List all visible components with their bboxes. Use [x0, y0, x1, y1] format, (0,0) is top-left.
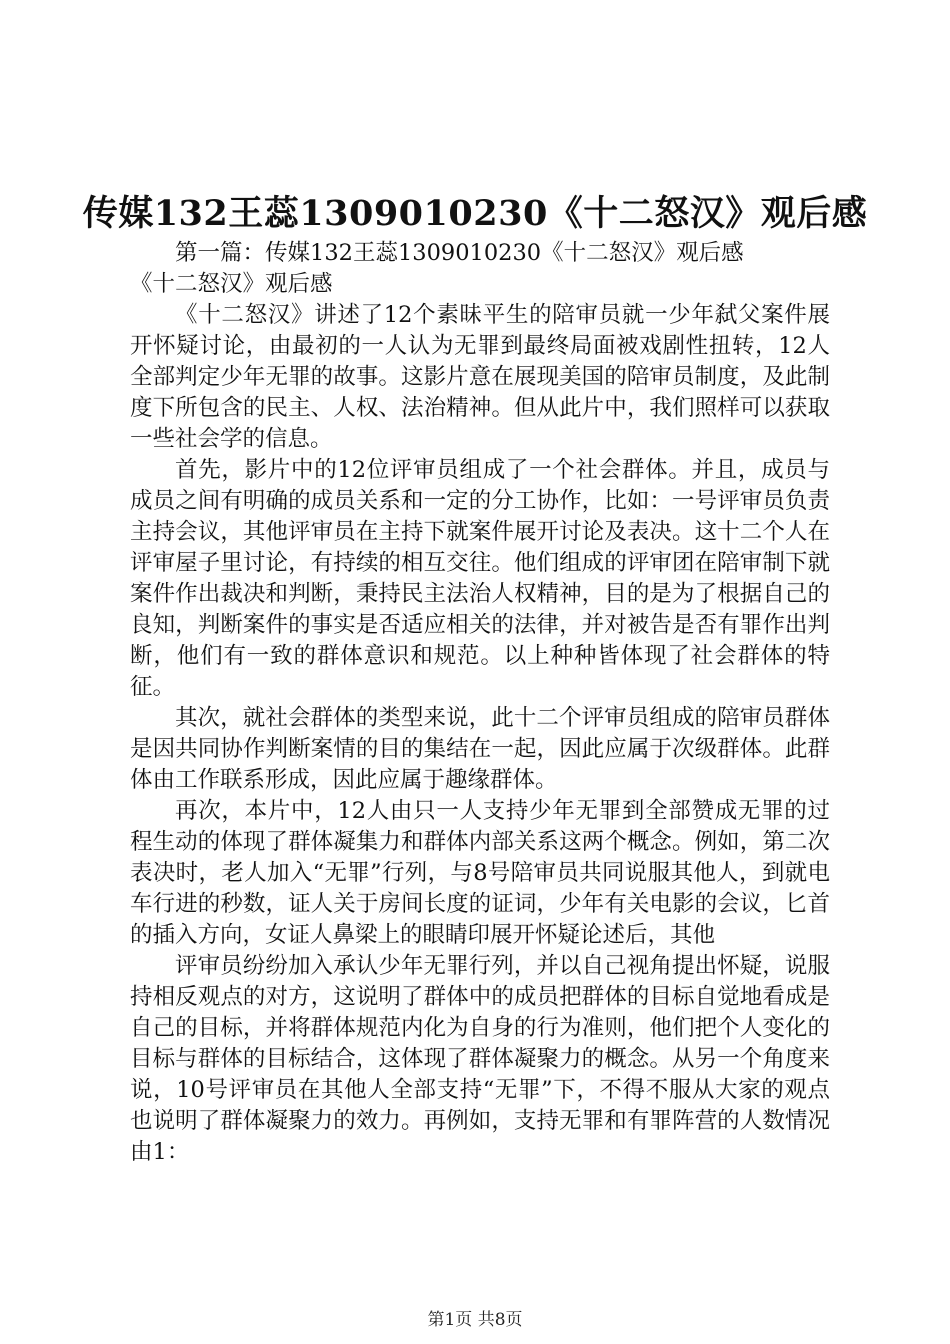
paragraph: 首先，影片中的12位评审员组成了一个社会群体。并且，成员与成员之间有明确的成员关系和一定的分工协作，比如：一号评审员负责主持会议，其他评审员在主持下就案件展开讨论及表决。这十二个人在评审屋子里讨论，有持续的相互交往。他们组成的评审团在陪审制下就案件作出裁决和判断，秉持民主法治人权精神，目的是为了根据自己的良知，判断案件的事实是否适应相关的法律，并对被告是否有罪作出判断，他们有一致的群体意识和规范。以上种种皆体现了社会群体的特征。	[130, 457, 830, 700]
subheading: 《十二怒汉》观后感	[130, 271, 333, 297]
page-footer: 第1页 共8页	[427, 1310, 523, 1330]
chapter-heading: 第一篇：传媒132王蕊1309010230《十二怒汉》观后感	[175, 240, 744, 266]
document-title: 传媒132王蕊1309010230《十二怒汉》观后感	[82, 193, 868, 234]
paragraph: 再次，本片中，12人由只一人支持少年无罪到全部赞成无罪的过程生动的体现了群体凝集力和群体内部关系这两个概念。例如，第二次表决时，老人加入“无罪”行列，与8号陪审员共同说服其他人，到就电车行进的秒数，证人关于房间长度的证词，少年有关电影的会议，匕首的插入方向，女证人鼻梁上的眼睛印展开怀疑论述后，其他	[130, 798, 830, 948]
paragraph: 《十二怒汉》讲述了12个素昧平生的陪审员就一少年弑父案件展开怀疑讨论，由最初的一人认为无罪到最终局面被戏剧性扭转，12人全部判定少年无罪的故事。这影片意在展现美国的陪审员制度，及此制度下所包含的民主、人权、法治精神。但从此片中，我们照样可以获取一些社会学的信息。	[130, 302, 830, 452]
document-body	[130, 238, 830, 1168]
paragraph: 评审员纷纷加入承认少年无罪行列，并以自己视角提出怀疑，说服持相反观点的对方，这说明了群体中的成员把群体的目标自觉地看成是自己的目标，并将群体规范内化为自身的行为准则，他们把个人变化的目标与群体的目标结合，这体现了群体凝聚力的概念。从另一个角度来说，10号评审员在其他人全部支持“无罪”下，不得不服从大家的观点也说明了群体凝聚力的效力。再例如，支持无罪和有罪阵营的人数情况由1：	[130, 953, 830, 1165]
paragraph: 其次，就社会群体的类型来说，此十二个评审员组成的陪审员群体是因共同协作判断案情的目的集结在一起，因此应属于次级群体。此群体由工作联系形成，因此应属于趣缘群体。	[130, 705, 830, 793]
